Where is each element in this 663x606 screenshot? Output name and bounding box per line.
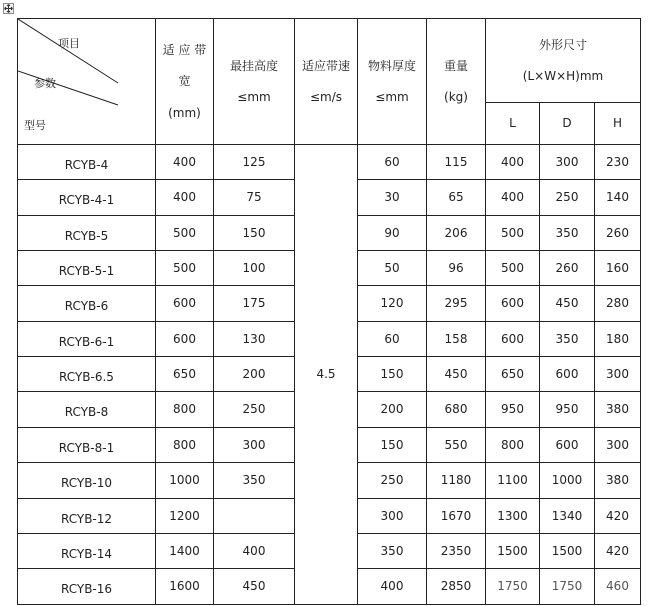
thickness-cell: 150 — [358, 428, 427, 463]
model-cell: RCYB-4 — [18, 145, 156, 180]
model-cell: RCYB-10 — [18, 463, 156, 499]
dim-l-cell: 400 — [486, 145, 540, 180]
dim-l-cell: 1500 — [486, 534, 540, 569]
weight-cell: 1670 — [427, 499, 486, 534]
header-dimensions: 外形尺寸 (L×W×H)mm — [486, 19, 641, 103]
dim-h-cell: 140 — [595, 180, 641, 216]
dim-h-cell: 160 — [595, 251, 641, 286]
dim-l-cell: 800 — [486, 428, 540, 463]
dim-d-cell: 450 — [540, 286, 595, 322]
header-belt-speed: 适应带速 ≤m/s — [295, 19, 358, 145]
dim-h-cell: 230 — [595, 145, 641, 180]
dim-h-cell: 300 — [595, 357, 641, 392]
weight-cell: 206 — [427, 216, 486, 251]
header-item-label: 项目 — [58, 37, 80, 50]
dim-h-cell: 380 — [595, 392, 641, 428]
dim-d-cell: 950 — [540, 392, 595, 428]
max-height-cell: 450 — [214, 569, 295, 605]
belt-width-cell: 400 — [156, 180, 214, 216]
header-model-label: 型号 — [24, 119, 46, 132]
dim-d-cell: 300 — [540, 145, 595, 180]
max-height-cell: 75 — [214, 180, 295, 216]
dim-d-cell: 1000 — [540, 463, 595, 499]
belt-width-cell: 500 — [156, 251, 214, 286]
weight-cell: 115 — [427, 145, 486, 180]
dim-h-cell: 420 — [595, 499, 641, 534]
weight-cell: 450 — [427, 357, 486, 392]
spec-table — [17, 18, 641, 605]
thickness-cell: 350 — [358, 534, 427, 569]
model-cell: RCYB-14 — [18, 534, 156, 569]
belt-width-cell: 1600 — [156, 569, 214, 605]
model-cell: RCYB-5-1 — [18, 251, 156, 286]
belt-width-cell: 1000 — [156, 463, 214, 499]
thickness-cell: 150 — [358, 357, 427, 392]
thickness-cell: 50 — [358, 251, 427, 286]
dim-l-cell: 950 — [486, 392, 540, 428]
max-height-cell: 175 — [214, 286, 295, 322]
weight-cell: 295 — [427, 286, 486, 322]
weight-cell: 96 — [427, 251, 486, 286]
thickness-cell: 90 — [358, 216, 427, 251]
weight-cell: 65 — [427, 180, 486, 216]
model-cell: RCYB-6-1 — [18, 322, 156, 357]
header-dim-h: H — [595, 103, 641, 145]
model-cell: RCYB-8-1 — [18, 428, 156, 463]
max-height-cell: 350 — [214, 463, 295, 499]
belt-width-cell: 650 — [156, 357, 214, 392]
dim-h-cell: 260 — [595, 216, 641, 251]
header-max-height: 最挂高度 ≤mm — [214, 19, 295, 145]
weight-cell: 550 — [427, 428, 486, 463]
dim-d-cell: 1750 — [540, 569, 595, 605]
weight-cell: 158 — [427, 322, 486, 357]
dim-h-cell: 300 — [595, 428, 641, 463]
max-height-cell: 125 — [214, 145, 295, 180]
model-cell: RCYB-8 — [18, 392, 156, 428]
dim-l-cell: 1100 — [486, 463, 540, 499]
dim-l-cell: 600 — [486, 322, 540, 357]
dim-l-cell: 500 — [486, 251, 540, 286]
dim-d-cell: 600 — [540, 428, 595, 463]
thickness-cell: 60 — [358, 322, 427, 357]
header-weight: 重量 (kg) — [427, 19, 486, 145]
max-height-cell: 300 — [214, 428, 295, 463]
dim-l-cell: 1750 — [486, 569, 540, 605]
max-height-cell: 250 — [214, 392, 295, 428]
dim-d-cell: 1500 — [540, 534, 595, 569]
table-row — [18, 145, 641, 180]
max-height-cell: 130 — [214, 322, 295, 357]
diagonal-header-cell — [18, 19, 156, 145]
belt-width-cell: 1200 — [156, 499, 214, 534]
dim-d-cell: 1340 — [540, 499, 595, 534]
weight-cell: 2350 — [427, 534, 486, 569]
thickness-cell: 60 — [358, 145, 427, 180]
table-move-handle-icon[interactable] — [3, 3, 14, 14]
model-cell: RCYB-6 — [18, 286, 156, 322]
model-cell: RCYB-12 — [18, 499, 156, 534]
header-dim-l: L — [486, 103, 540, 145]
dim-d-cell: 250 — [540, 180, 595, 216]
weight-cell: 1180 — [427, 463, 486, 499]
thickness-cell: 400 — [358, 569, 427, 605]
belt-speed-cell: 4.5 — [295, 145, 358, 605]
header-belt-width: 适 应 带 宽 (mm) — [156, 19, 214, 145]
thickness-cell: 300 — [358, 499, 427, 534]
dim-l-cell: 600 — [486, 286, 540, 322]
dim-d-cell: 600 — [540, 357, 595, 392]
belt-width-cell: 1400 — [156, 534, 214, 569]
dim-l-cell: 1300 — [486, 499, 540, 534]
max-height-cell — [214, 499, 295, 534]
dim-h-cell: 280 — [595, 286, 641, 322]
thickness-cell: 250 — [358, 463, 427, 499]
belt-width-cell: 400 — [156, 145, 214, 180]
dim-d-cell: 260 — [540, 251, 595, 286]
header-dim-d: D — [540, 103, 595, 145]
dim-l-cell: 500 — [486, 216, 540, 251]
max-height-cell: 100 — [214, 251, 295, 286]
belt-width-cell: 500 — [156, 216, 214, 251]
thickness-cell: 120 — [358, 286, 427, 322]
weight-cell: 680 — [427, 392, 486, 428]
belt-width-cell: 600 — [156, 322, 214, 357]
max-height-cell: 200 — [214, 357, 295, 392]
belt-width-cell: 800 — [156, 428, 214, 463]
dim-d-cell: 350 — [540, 216, 595, 251]
model-cell: RCYB-16 — [18, 569, 156, 605]
belt-width-cell: 800 — [156, 392, 214, 428]
model-cell: RCYB-5 — [18, 216, 156, 251]
thickness-cell: 200 — [358, 392, 427, 428]
max-height-cell: 150 — [214, 216, 295, 251]
dim-h-cell: 420 — [595, 534, 641, 569]
dim-l-cell: 650 — [486, 357, 540, 392]
belt-width-cell: 600 — [156, 286, 214, 322]
dim-d-cell: 350 — [540, 322, 595, 357]
dim-h-cell: 460 — [595, 569, 641, 605]
dim-l-cell: 400 — [486, 180, 540, 216]
dim-h-cell: 380 — [595, 463, 641, 499]
dim-h-cell: 180 — [595, 322, 641, 357]
model-cell: RCYB-6.5 — [18, 357, 156, 392]
header-material-thickness: 物料厚度 ≤mm — [358, 19, 427, 145]
weight-cell: 2850 — [427, 569, 486, 605]
max-height-cell: 400 — [214, 534, 295, 569]
thickness-cell: 30 — [358, 180, 427, 216]
header-param-label: 参数 — [34, 77, 56, 90]
model-cell: RCYB-4-1 — [18, 180, 156, 216]
